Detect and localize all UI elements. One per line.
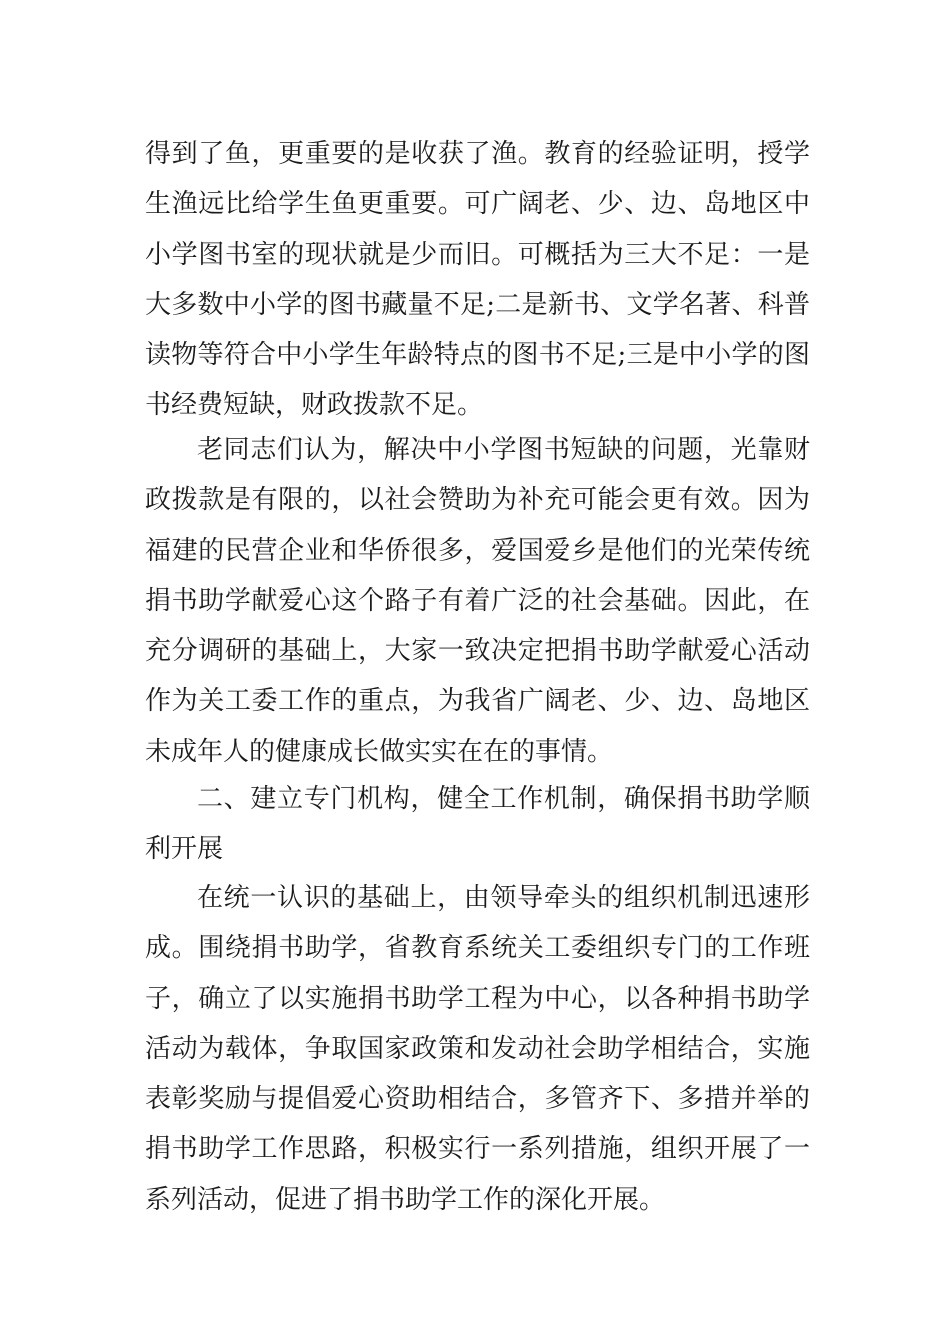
paragraph-line: 大多数中小学的图书藏量不足;二是新书、文学名著、科普	[145, 289, 810, 320]
paragraph-line: 子，确立了以实施捐书助学工程为中心，以各种捐书助学	[145, 983, 810, 1014]
paragraph-line: 在统一认识的基础上，由领导牵头的组织机制迅速形	[197, 883, 810, 913]
paragraph-line: 生渔远比给学生鱼更重要。可广阔老、少、边、岛地区中	[145, 189, 810, 220]
paragraph-line: 读物等符合中小学生年龄特点的图书不足;三是中小学的图	[145, 340, 810, 371]
paragraph-line: 政拨款是有限的，以社会赞助为补充可能会更有效。因为	[145, 485, 810, 516]
paragraph-line: 书经费短缺，财政拨款不足。	[145, 390, 484, 421]
paragraph-line: 捐书助学献爱心这个路子有着广泛的社会基础。因此，在	[145, 585, 810, 616]
paragraph-line: 充分调研的基础上，大家一致决定把捐书助学献爱心活动	[145, 636, 810, 667]
paragraph-line: 活动为载体，争取国家政策和发动社会助学相结合，实施	[145, 1033, 810, 1064]
paragraph-line: 表彰奖励与提倡爱心资助相结合，多管齐下、多措并举的	[145, 1084, 810, 1115]
paragraph-line: 小学图书室的现状就是少而旧。可概括为三大不足：一是	[145, 239, 810, 270]
paragraph-1	[145, 129, 810, 431]
paragraph-2	[145, 425, 810, 777]
paragraph-line: 捐书助学工作思路，积极实行一系列措施，组织开展了一	[145, 1134, 810, 1165]
paragraph-line: 福建的民营企业和华侨很多，爱国爱乡是他们的光荣传统	[145, 535, 810, 566]
heading-line: 二、建立专门机构，健全工作机制，确保捐书助学顺	[197, 784, 810, 814]
paragraph-line: 成。围绕捐书助学，省教育系统关工委组织专门的工作班	[145, 933, 810, 964]
section-heading	[145, 774, 810, 875]
paragraph-4	[145, 873, 810, 1225]
paragraph-line: 未成年人的健康成长做实实在在的事情。	[145, 736, 614, 767]
paragraph-line: 得到了鱼，更重要的是收获了渔。教育的经验证明，授学	[145, 139, 810, 169]
heading-line: 利开展	[145, 834, 224, 865]
paragraph-line: 作为关工委工作的重点，为我省广阔老、少、边、岛地区	[145, 686, 810, 717]
paragraph-line: 老同志们认为，解决中小学图书短缺的问题，光靠财	[197, 435, 810, 465]
paragraph-line: 系列活动，促进了捐书助学工作的深化开展。	[145, 1184, 666, 1215]
